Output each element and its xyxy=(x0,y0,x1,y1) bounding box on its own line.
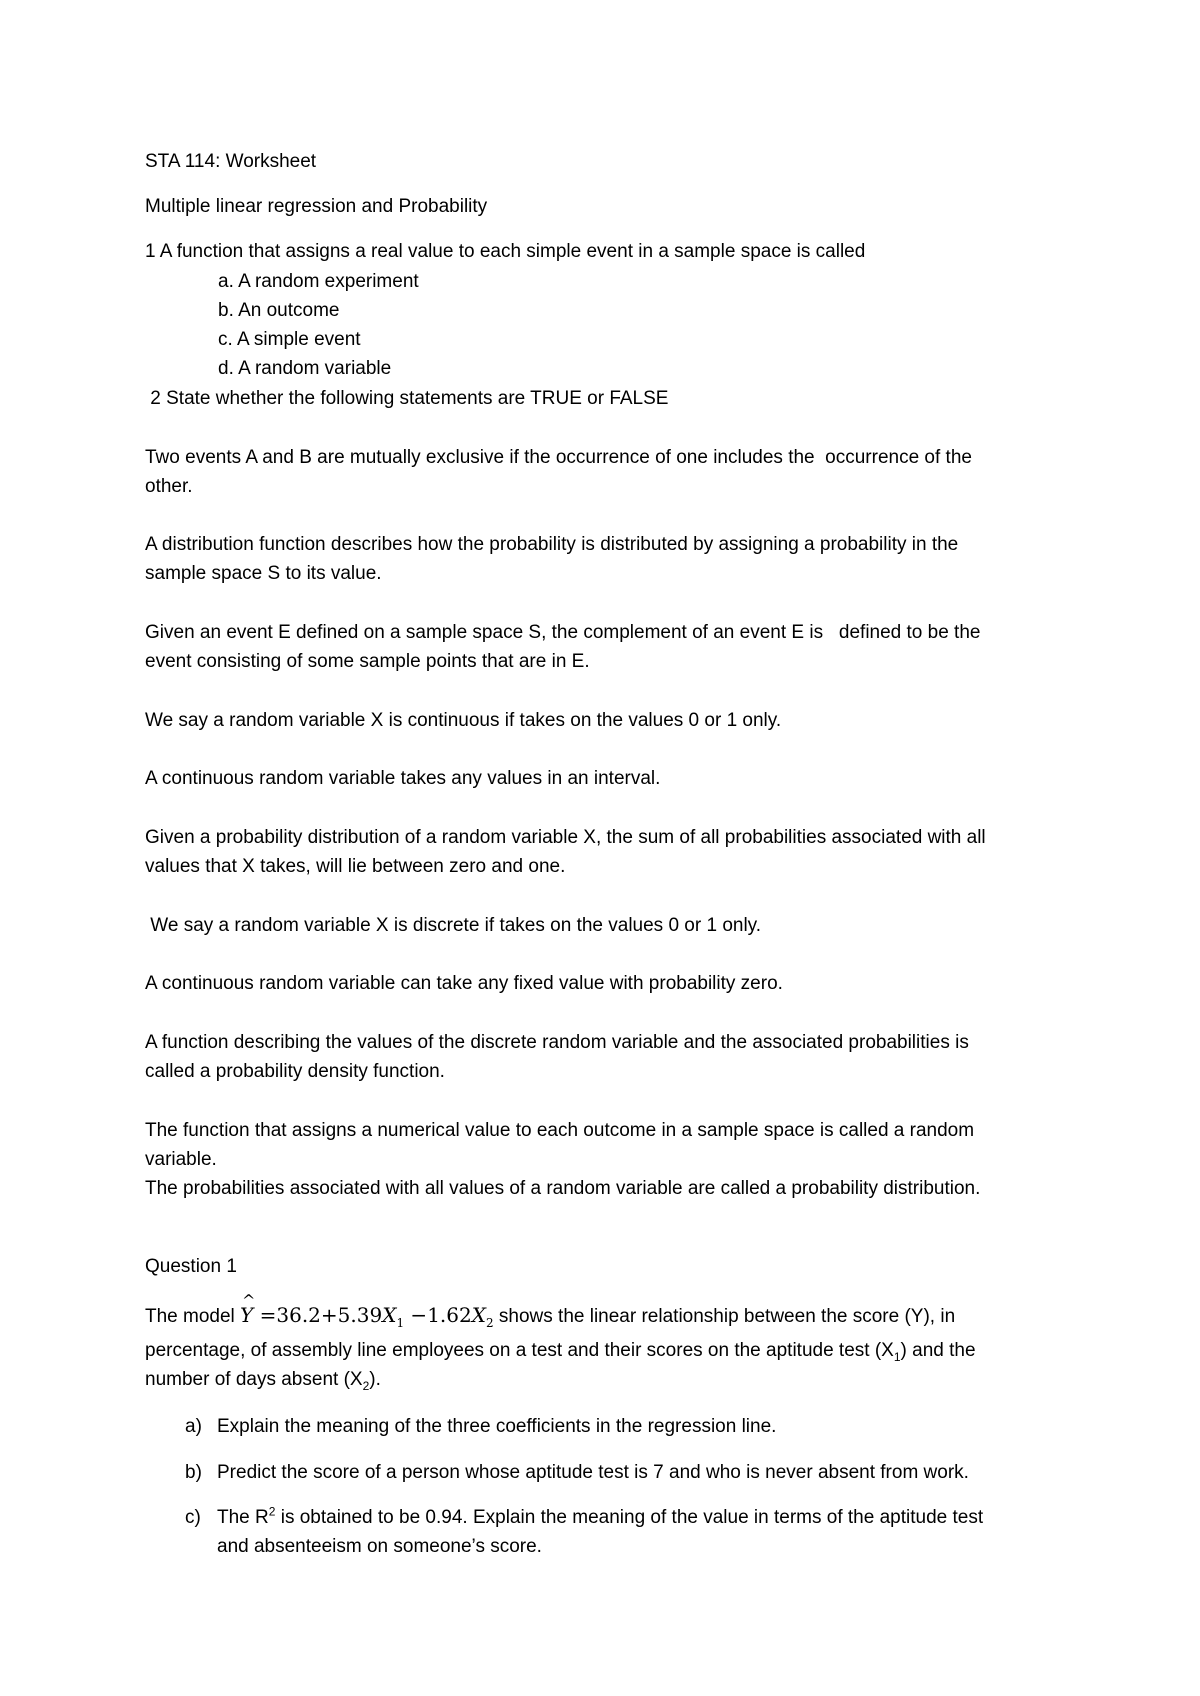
question-1-intro xyxy=(145,1303,955,1329)
tf-statement-9-cont: called a probability density function. xyxy=(145,1061,445,1082)
equation-constant-term: =36.2+5.39 xyxy=(253,1303,383,1327)
question-1-line-3 xyxy=(145,1368,381,1392)
course-title: STA 114: Worksheet xyxy=(145,151,317,172)
tf-statement-4: We say a random variable X is continuous if takes on the values 0 or 1 only. xyxy=(145,710,782,731)
tf-statement-1: Two events A and B are mutually exclusive if the occurrence of one includes the occurrence of the xyxy=(145,447,972,468)
tf-statement-3: Given an event E defined on a sample space S, the complement of an event E is defined to be the xyxy=(145,622,981,643)
tf-statement-5: A continuous random variable takes any values in an interval. xyxy=(145,768,661,789)
part-c-text-start: The R xyxy=(217,1507,269,1528)
x1-symbol: X xyxy=(382,1303,397,1327)
regression-equation xyxy=(240,1303,494,1330)
true-false-instruction: 2 State whether the following statements are TRUE or FALSE xyxy=(145,388,669,409)
x2-subscript: 2 xyxy=(485,1316,494,1330)
y-hat-symbol: ^ Y xyxy=(240,1303,253,1327)
line2-end: ) and the xyxy=(900,1340,976,1361)
x2-symbol: X xyxy=(471,1303,486,1327)
mcq-option-a: a. A random experiment xyxy=(218,271,419,292)
x1-subscript: 1 xyxy=(396,1316,405,1330)
question-1-part-c-cont: and absenteeism on someone’s score. xyxy=(217,1536,542,1557)
tf-statement-8: A continuous random variable can take any fixed value with probability zero. xyxy=(145,973,783,994)
mcq-option-c: c. A simple event xyxy=(218,329,361,350)
intro-start: The model xyxy=(145,1306,241,1327)
tf-statement-11: The probabilities associated with all values of a random variable are called a probability distribution. xyxy=(145,1178,981,1199)
part-b-label: b) xyxy=(185,1462,202,1483)
tf-statement-3-cont: event consisting of some sample points that are in E. xyxy=(145,651,590,672)
line2-subscript: 1 xyxy=(893,1349,901,1364)
tf-statement-1-cont: other. xyxy=(145,476,193,497)
tf-statement-2: A distribution function describes how the probability is distributed by assigning a probability in the xyxy=(145,534,959,555)
part-a-text: Explain the meaning of the three coefficients in the regression line. xyxy=(217,1416,777,1437)
mcq-question: 1 A function that assigns a real value to each simple event in a sample space is called xyxy=(145,241,866,262)
question-1-line-2 xyxy=(145,1339,976,1363)
line2-text: percentage, of assembly line employees on a test and their scores on the aptitude test (X xyxy=(145,1340,894,1361)
question-1-part-a xyxy=(145,1415,776,1439)
tf-statement-7: We say a random variable X is discrete if takes on the values 0 or 1 only. xyxy=(145,915,762,936)
question-1-heading: Question 1 xyxy=(145,1256,237,1277)
tf-statement-6: Given a probability distribution of a random variable X, the sum of all probabilities associated with all xyxy=(145,827,986,848)
intro-end: shows the linear relationship between the score (Y), in xyxy=(493,1306,956,1327)
mcq-option-b: b. An outcome xyxy=(218,300,340,321)
question-1-part-c xyxy=(145,1506,983,1530)
r-squared-superscript: 2 xyxy=(268,1504,276,1519)
part-a-label: a) xyxy=(185,1416,202,1437)
part-c-label: c) xyxy=(185,1507,201,1528)
question-1-part-b xyxy=(145,1461,969,1485)
equation-minus-term: −1.62 xyxy=(404,1303,472,1327)
line3-text: number of days absent (X xyxy=(145,1369,363,1390)
tf-statement-2-cont: sample space S to its value. xyxy=(145,563,382,584)
mcq-option-d: d. A random variable xyxy=(218,358,392,379)
part-c-text-end: is obtained to be 0.94. Explain the meaning of the value in terms of the aptitude test xyxy=(275,1507,984,1528)
worksheet-topic: Multiple linear regression and Probability xyxy=(145,196,488,217)
line3-end: ). xyxy=(369,1369,381,1390)
line3-subscript: 2 xyxy=(362,1378,370,1393)
part-b-text: Predict the score of a person whose aptitude test is 7 and who is never absent from work. xyxy=(217,1462,969,1483)
tf-statement-9: A function describing the values of the discrete random variable and the associated probabilities is xyxy=(145,1032,969,1053)
tf-statement-10: The function that assigns a numerical value to each outcome in a sample space is called a random xyxy=(145,1120,975,1141)
tf-statement-6-cont: values that X takes, will lie between zero and one. xyxy=(145,856,566,877)
tf-statement-10-cont: variable. xyxy=(145,1149,217,1170)
